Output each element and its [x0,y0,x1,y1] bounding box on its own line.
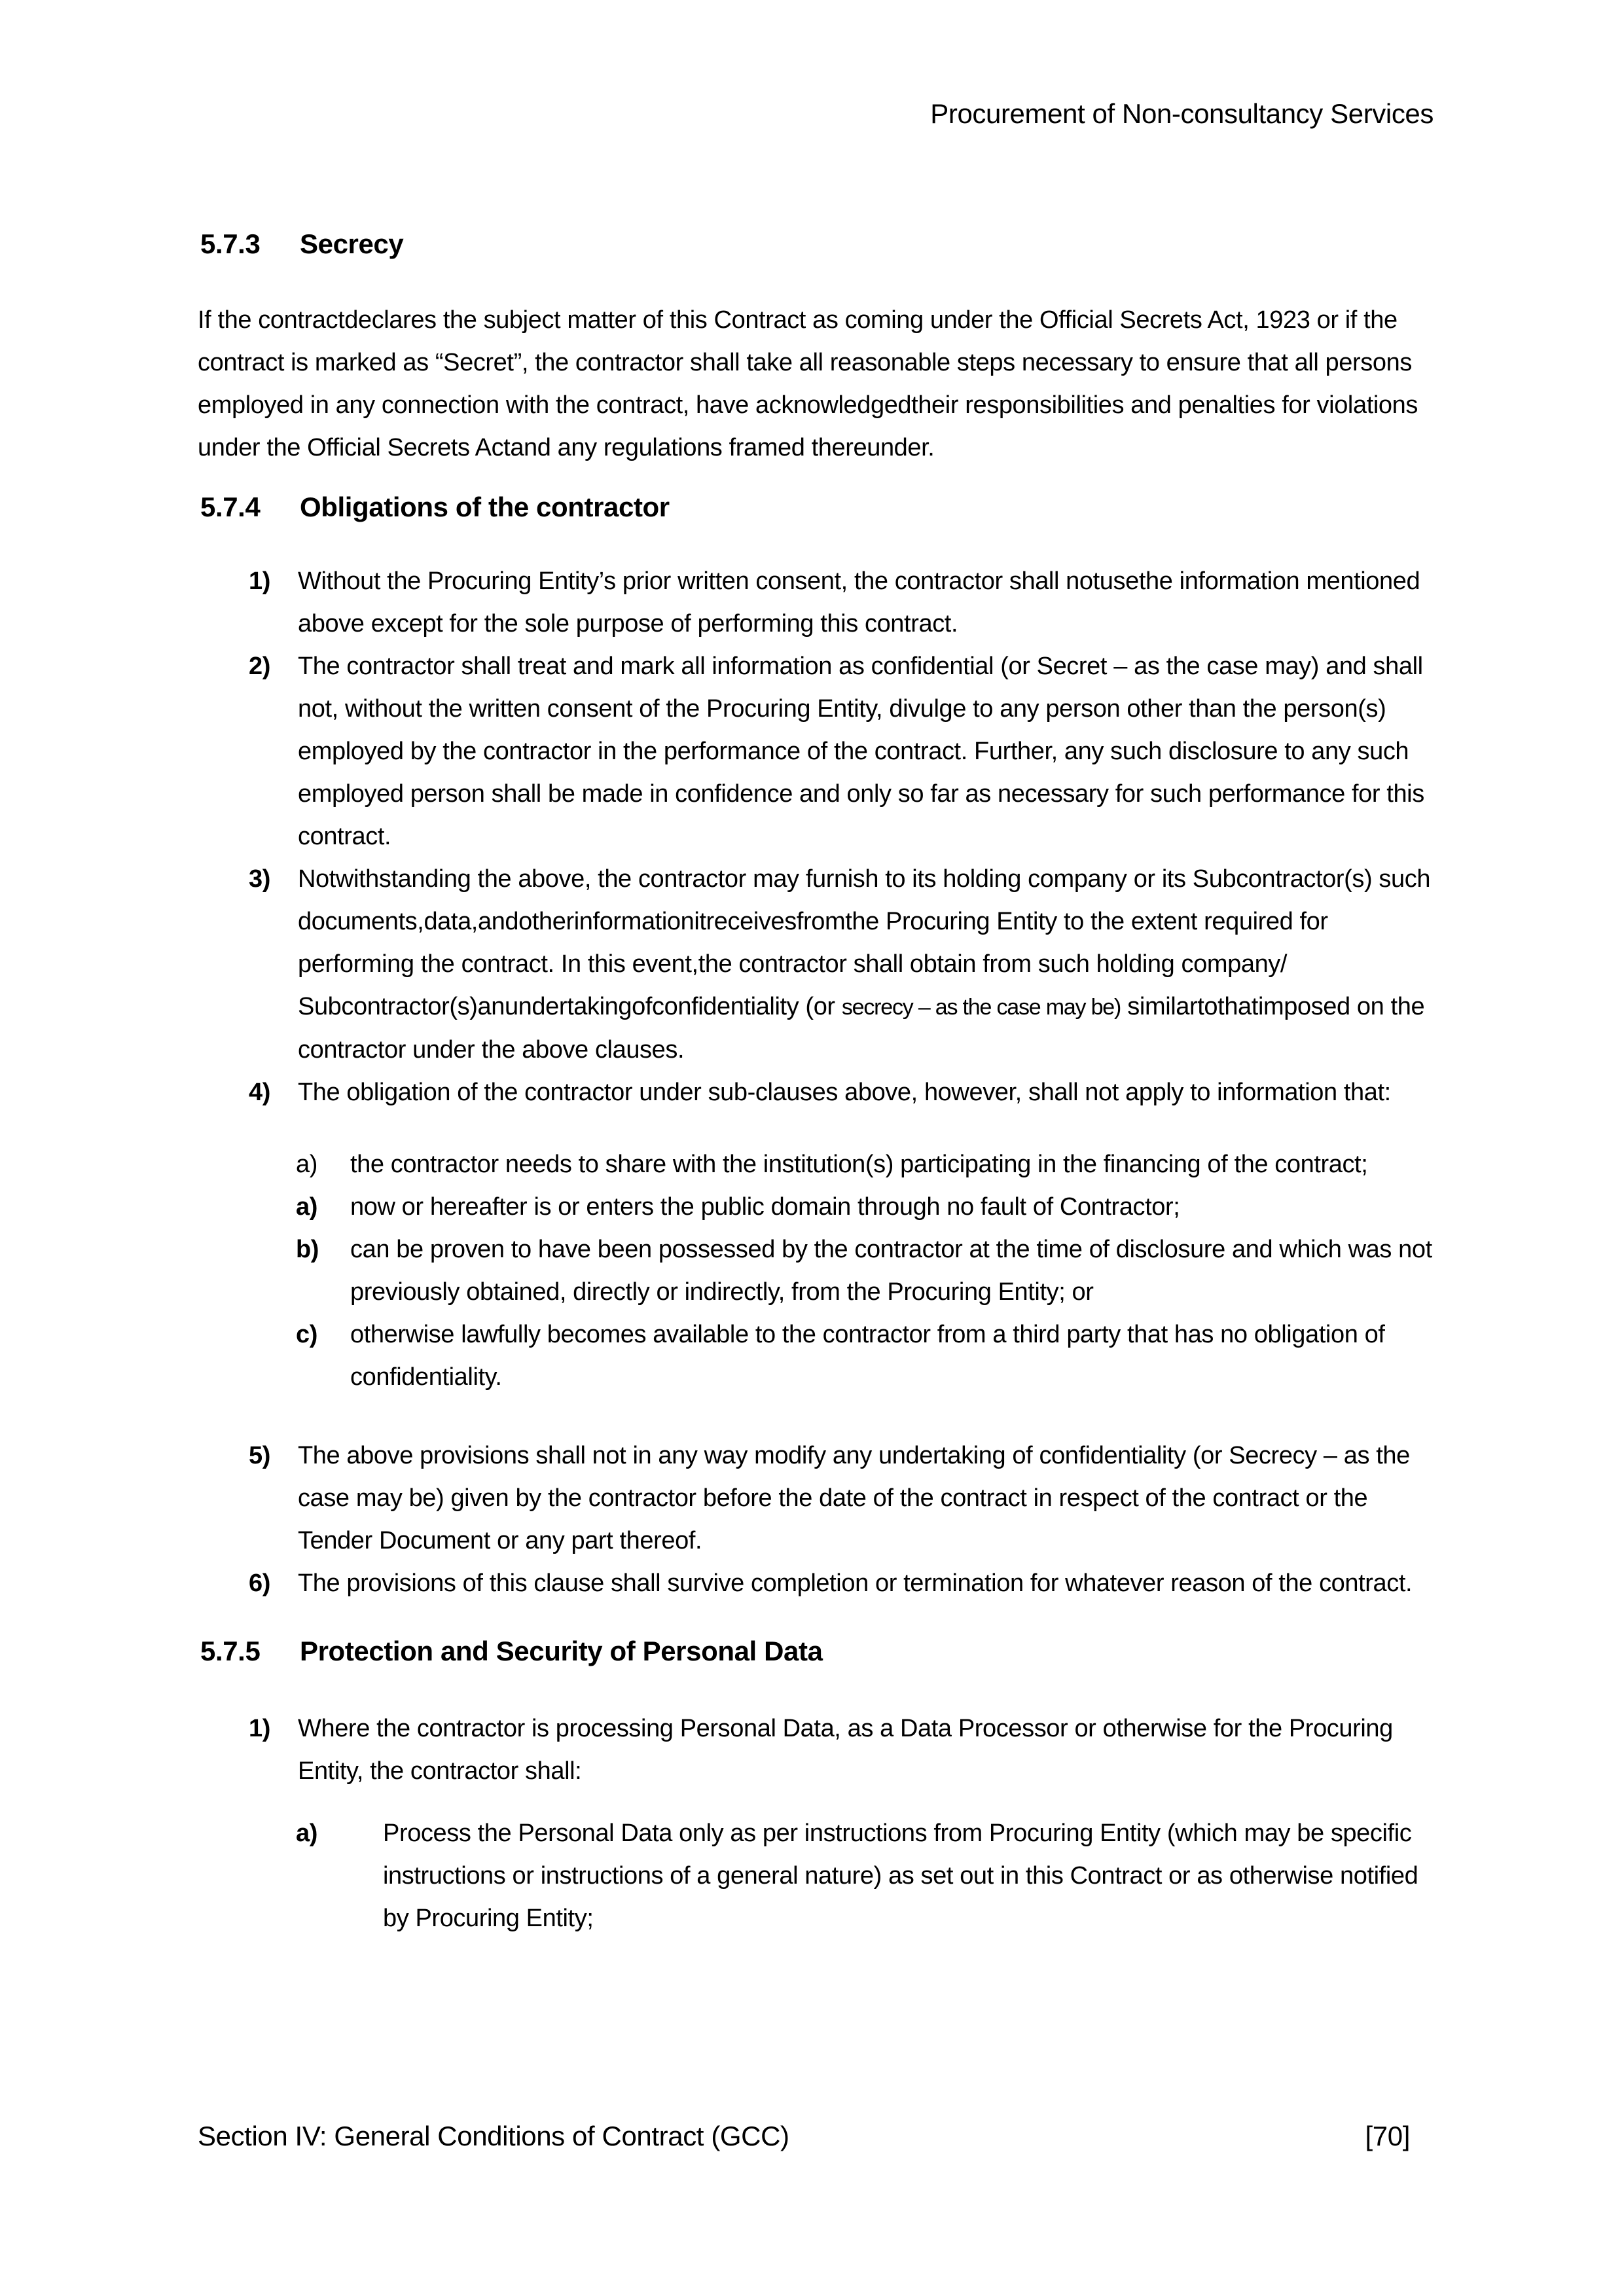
page-footer [198,2119,1434,2153]
heading-number: 5.7.3 [200,228,261,259]
list-item-text: Where the contractor is processing Personal Data, as a Data Processor or otherwise for the Procuring Entity, the contractor shall: [298,1715,1393,1785]
list-item-text-end: similartothatimposed on the contractor under the above clauses. [298,993,1425,1064]
sub-list [198,1143,1434,1399]
page-header [198,0,1434,131]
sub-item-marker: a) [296,1820,317,1847]
heading-title: Obligations of the contractor [300,492,670,522]
list-item-5 [198,1435,1434,1562]
list-item-marker: 1) [249,567,270,595]
sub-list-item-a [198,1812,1434,1940]
heading-title: Secrecy [300,228,404,259]
heading-number: 5.7.4 [200,492,261,522]
sub-list-item-a2 [198,1186,1434,1229]
footer-page-number: [70] [1365,2121,1410,2151]
sub-list [198,1812,1434,1940]
sub-item-marker: c) [296,1321,317,1348]
sub-item-marker: a) [296,1151,317,1178]
list-item-text: The provisions of this clause shall survive completion or termination for whatever reason of the contract. [298,1570,1413,1597]
list-item-marker: 3) [249,865,270,893]
heading-number: 5.7.5 [200,1636,261,1666]
list-item-4 [198,1071,1434,1114]
footer-section-label: Section IV: General Conditions of Contract (GCC) [198,2121,789,2151]
list-item-marker: 1) [249,1715,270,1742]
sub-item-text: Process the Personal Data only as per instructions from Procuring Entity (which may be specific instructions or instructions of a general nature) as set out in this Contract or as otherwise notified by Procuring Entity; [383,1820,1418,1932]
heading-title: Protection and Security of Personal Data [300,1636,823,1666]
section-heading-5-7-4 [198,490,1434,524]
list-item-text: Without the Procuring Entity’s prior written consent, the contractor shall notusethe information mentioned above except for the sole purpose of performing this contract. [298,567,1420,637]
list-item-text: The obligation of the contractor under sub-clauses above, however, shall not apply to information that: [298,1079,1391,1106]
list-item-marker: 6) [249,1570,270,1597]
section-heading-5-7-3 [198,227,1434,261]
list-item-1 [198,1708,1434,1793]
list-item-text: The contractor shall treat and mark all information as confidential (or Secret – as the case may) and shall not, without the written consent of the Procuring Entity, divulge to any person other than the person(s) employed by the contractor in the performance of the contract. Further, any such disclosure to any such employed person shall be made in confidence and only so far as necessary for such performance for this contract. [298,653,1424,850]
list-item-6 [198,1562,1434,1605]
list-item-1 [198,560,1434,645]
header-title: Procurement of Non-consultancy Services [930,98,1434,129]
list-item-text-condensed: secrecy – as the case may be) [841,995,1121,1020]
sub-item-text: now or hereafter is or enters the public domain through no fault of Contractor; [350,1193,1180,1221]
list-item-3 [198,858,1434,1071]
sub-item-text: the contractor needs to share with the institution(s) participating in the financing of the contract; [350,1151,1368,1178]
list-item-text-main: Notwithstanding the above, the contractor may furnish to its holding company or its Subcontractor(s) such documents,data,andotherinformationitreceivesfromthe Procuring Entity to the extent required for performing the contract. In this event,the contractor shall obtain from such holding company/ Subcontractor(s)anundertakingofconfidentiality (or [298,865,1431,1020]
section-heading-5-7-5 [198,1634,1434,1668]
list-item-2 [198,645,1434,858]
sub-item-text: can be proven to have been possessed by the contractor at the time of disclosure and which was not previously obtained, directly or indirectly, from the Procuring Entity; or [350,1236,1432,1306]
list-item-text [298,858,1434,1071]
list-item-text: The above provisions shall not in any way modify any undertaking of confidentiality (or Secrecy – as the case may be) given by the contractor before the date of the contract in respect of the contract or the Tender Document or any part thereof. [298,1442,1410,1554]
paragraph-secrecy: If the contractdeclares the subject matter of this Contract as coming under the Official Secrets Act, 1923 or if the contract is marked as “Secret”, the contractor shall take all reasonable steps necessary to ensure that all persons employed in any connection with the contract, have acknowledgedtheir responsibilities and penalties for violations under the Official Secrets Actand any regulations framed thereunder. [198,306,1418,461]
sub-item-text: otherwise lawfully becomes available to the contractor from a third party that has no obligation of confidentiality. [350,1321,1385,1391]
sub-list-item-c [198,1314,1434,1399]
list-item-marker: 4) [249,1079,270,1106]
list-item-marker: 5) [249,1442,270,1469]
sub-item-marker: a) [296,1193,317,1221]
list-item-marker: 2) [249,653,270,680]
sub-list-item-b [198,1229,1434,1314]
sub-list-item-a1 [198,1143,1434,1186]
sub-item-marker: b) [296,1236,319,1263]
